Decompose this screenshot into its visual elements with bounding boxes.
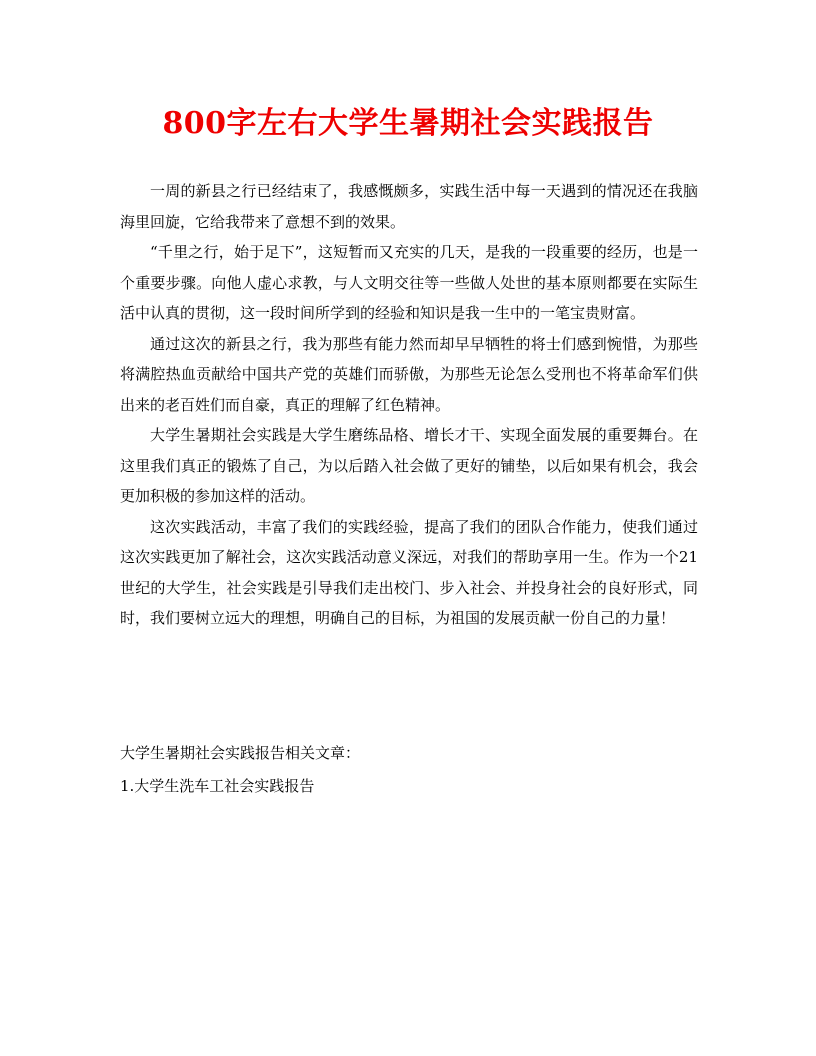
paragraph-4: 大学生暑期社会实践是大学生磨练品格、增长才干、实现全面发展的重要舞台。在这里我们真正的锻炼了自己，为以后踏入社会做了更好的铺垫，以后如果有机会，我会更加积极的参加这样的活动。 xyxy=(120,426,698,505)
related-articles xyxy=(120,737,698,803)
document-body xyxy=(120,176,698,634)
related-heading: 大学生暑期社会实践报告相关文章： xyxy=(120,744,361,762)
paragraph-2: “千里之行，始于足下”，这短暂而又充实的几天，是我的一段重要的经历，也是一个重要步骤。向他人虚心求教，与人文明交往等一些做人处世的基本原则都要在实际生活中认真的贯彻，这一段时间所学到的经验和知识是我一生中的一笔宝贵财富。 xyxy=(120,243,698,322)
paragraph-1: 一周的新县之行已经结束了，我感慨颇多，实践生活中每一天遇到的情况还在我脑海里回旋，它给我带来了意想不到的效果。 xyxy=(120,182,698,231)
document-title: 800字左右大学生暑期社会实践报告 xyxy=(162,106,654,141)
paragraph-5: 这次实践活动，丰富了我们的实践经验，提高了我们的团队合作能力，使我们通过这次实践更加了解社会，这次实践活动意义深远，对我们的帮助享用一生。作为一个21世纪的大学生，社会实践是引导我们走出校门、步入社会、并投身社会的良好形式，同时，我们要树立远大的理想，明确自己的目标，为祖国的发展贡献一份自己的力量！ xyxy=(120,517,698,627)
related-link-1[interactable]: 1.大学生洗车工社会实践报告 xyxy=(120,777,315,795)
paragraph-3: 通过这次的新县之行，我为那些有能力然而却早早牺牲的将士们感到惋惜，为那些将满腔热血贡献给中国共产党的英雄们而骄傲，为那些无论怎么受刑也不将革命军们供出来的老百姓们而自豪，真正的理解了红色精神。 xyxy=(120,334,698,414)
